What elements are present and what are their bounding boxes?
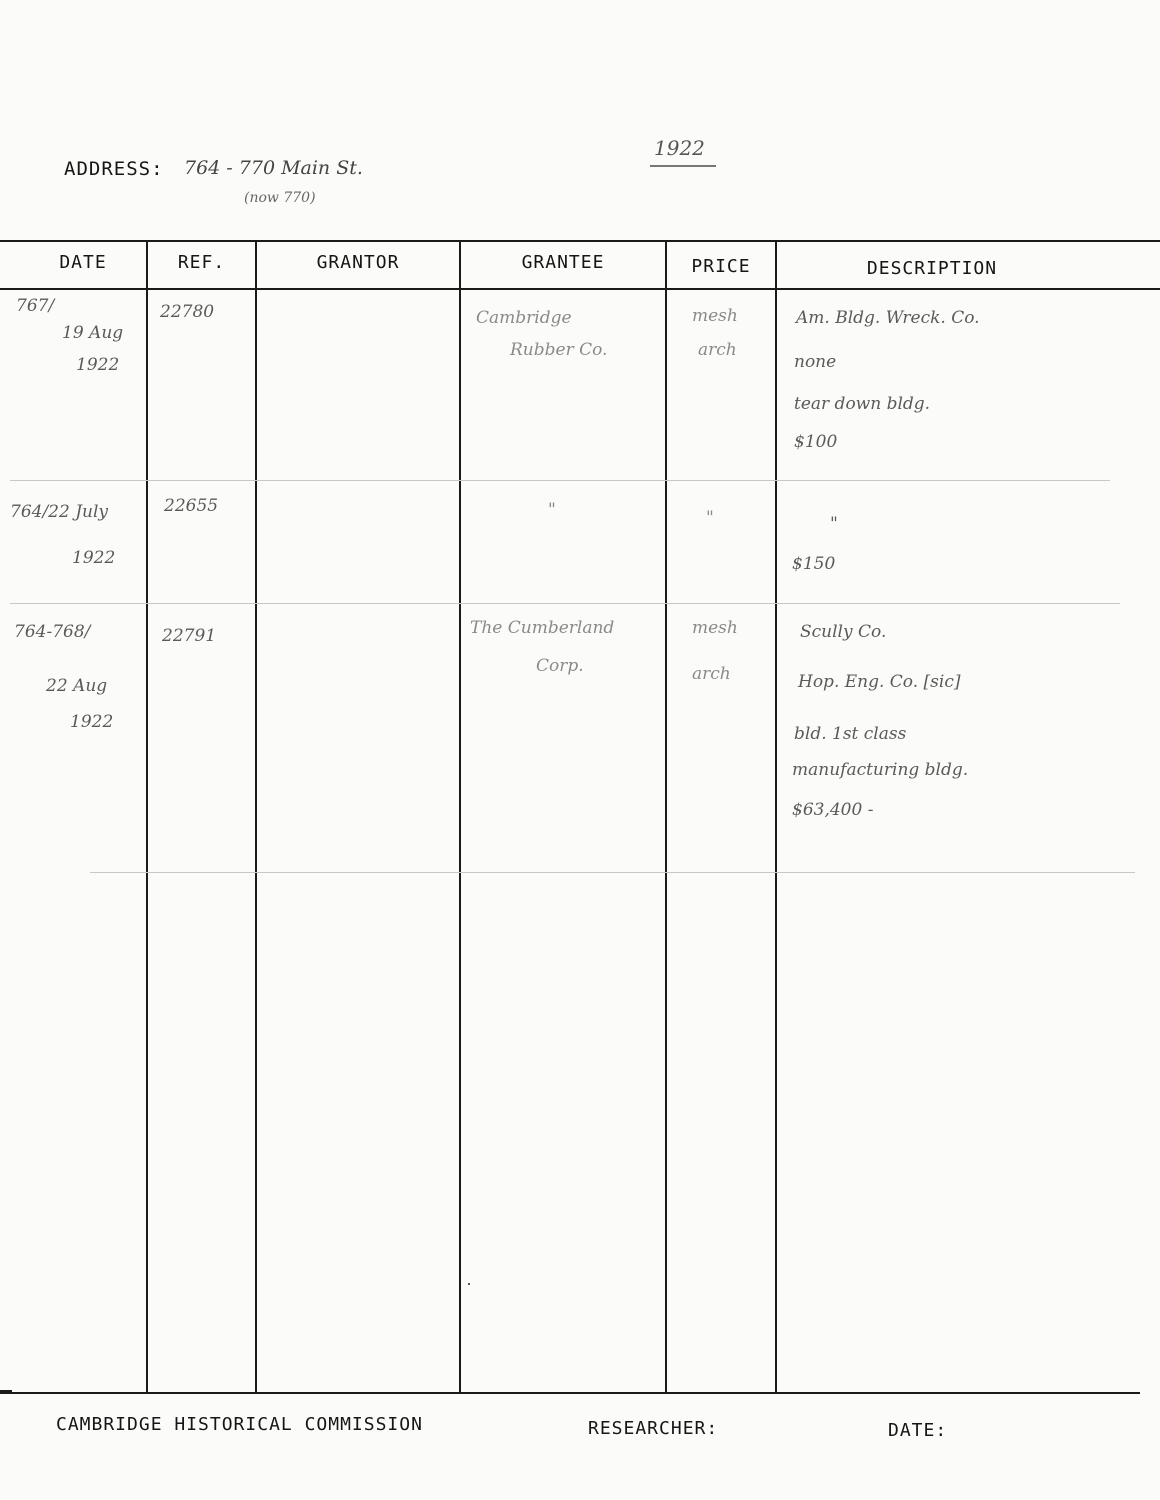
entry-2-ref: 22655	[164, 496, 219, 516]
column-divider-3	[459, 240, 461, 1392]
column-divider-1	[146, 240, 148, 1392]
entry-separator	[10, 603, 1120, 604]
column-divider-5	[775, 240, 777, 1392]
entry-1-grantee-line-2: Rubber Co.	[510, 340, 608, 360]
entry-1-description-line-3: tear down bldg.	[794, 394, 931, 414]
table-top-rule	[0, 240, 1160, 242]
entry-1-price-line-2: arch	[698, 340, 737, 360]
entry-1-ref: 22780	[160, 302, 215, 322]
stray-mark	[468, 1283, 470, 1285]
footer-organization: CAMBRIDGE HISTORICAL COMMISSION	[56, 1414, 423, 1435]
entry-3-date-line-3: 1922	[70, 712, 114, 732]
entry-1-date-line-3: 1922	[76, 355, 120, 375]
column-divider-2	[255, 240, 257, 1392]
entry-3-description-line-5: $63,400 -	[792, 800, 874, 820]
entry-3-date-line-2: 22 Aug	[46, 676, 108, 696]
table-bottom-rule	[0, 1392, 1140, 1394]
entry-3-description-line-3: bld. 1st class	[794, 724, 907, 744]
entry-1-grantee-line-1: Cambridge	[476, 308, 572, 328]
column-divider-4	[665, 240, 667, 1392]
year-underline	[650, 165, 716, 167]
margin-tick	[0, 1390, 12, 1392]
address-value: 764 - 770 Main St.	[184, 157, 363, 179]
entry-3-price-line-2: arch	[692, 664, 731, 684]
entry-1-description-line-2: none	[794, 352, 837, 372]
entry-3-grantee-line-1: The Cumberland	[470, 618, 615, 638]
address-note: (now 770)	[244, 190, 316, 206]
entry-1-price-line-1: mesh	[692, 306, 738, 326]
footer-researcher-label: RESEARCHER:	[588, 1418, 719, 1439]
entry-3-description-line-2: Hop. Eng. Co. [sic]	[798, 672, 961, 692]
footer-date-label: DATE:	[888, 1420, 948, 1441]
entry-separator	[10, 480, 1110, 481]
entry-3-description-line-1: Scully Co.	[800, 622, 887, 642]
entry-3-date-line-1: 764-768/	[14, 622, 91, 642]
entry-2-price-ditto: "	[706, 508, 714, 528]
entry-2-date-line-2: 1922	[72, 548, 116, 568]
col-header-date: DATE	[59, 252, 107, 273]
entry-2-date-line-1: 764/22 July	[10, 502, 109, 522]
col-header-description: DESCRIPTION	[866, 258, 998, 279]
entry-separator	[90, 872, 1135, 873]
col-header-price: PRICE	[691, 256, 751, 277]
col-header-grantee: GRANTEE	[521, 252, 605, 273]
address-label: ADDRESS:	[64, 158, 164, 180]
entry-3-ref: 22791	[162, 626, 217, 646]
year-heading: 1922	[654, 136, 705, 160]
entry-1-date-line-2: 19 Aug	[62, 323, 124, 343]
header-bottom-rule	[0, 288, 1160, 290]
col-header-grantor: GRANTOR	[316, 252, 400, 273]
entry-2-grantee-ditto: "	[548, 500, 556, 520]
col-header-ref: REF.	[177, 252, 226, 273]
entry-1-date-line-1: 767/	[16, 296, 55, 316]
entry-2-description-price: $150	[792, 554, 836, 574]
entry-1-description-line-1: Am. Bldg. Wreck. Co.	[796, 308, 980, 328]
entry-2-description-ditto: "	[830, 514, 838, 534]
entry-3-grantee-line-2: Corp.	[536, 656, 584, 676]
entry-3-description-line-4: manufacturing bldg.	[792, 760, 969, 780]
entry-3-price-line-1: mesh	[692, 618, 738, 638]
entry-1-description-line-4: $100	[794, 432, 838, 452]
